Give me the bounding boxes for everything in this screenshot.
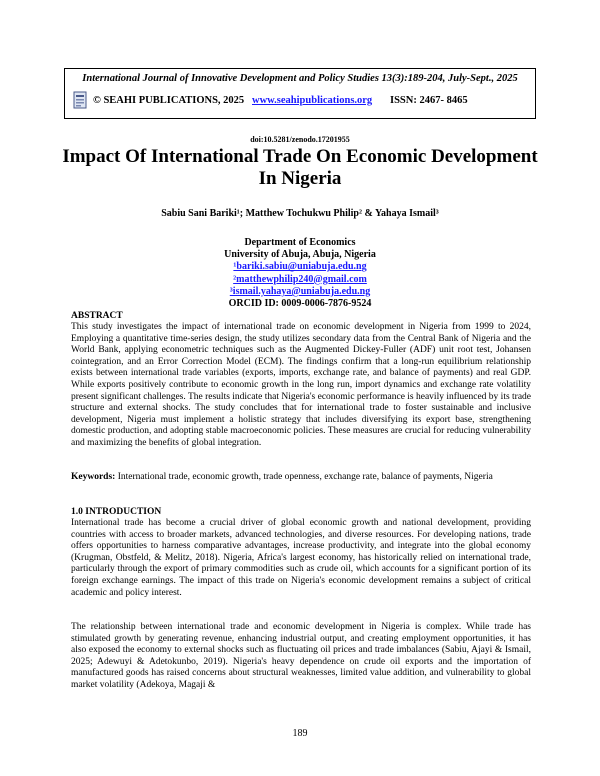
paragraph: International trade has become a crucial driver of global economic growth and national development, providing countries with access to broader markets, advanced technologies, and diverse resources. For developing nations, trade offers opportunities to harness comparative advantages, increase productivity, and integrate into the global economy (Krugman, Obstfeld, & Melitz, 2018). Nigeria, Africa's largest economy, has historically relied on international trade, particularly through the export of primary commodities such as crude oil, which accounts for a significant portion of its foreign exchange earnings. The impact of this trade on Nigeria's economic development remains a subject of critical academic and policy interest. <box>71 518 531 598</box>
issn: ISSN: 2467- 8465 <box>390 95 468 106</box>
email-link-1[interactable]: ¹bariki.sabiu@uniabuja.edu.ng <box>233 261 367 273</box>
publisher-name: © SEAHI PUBLICATIONS, 2025 <box>93 95 245 106</box>
section-heading-introduction: 1.0 INTRODUCTION <box>71 507 162 517</box>
paper-title: Impact Of International Trade On Economic Development In Nigeria <box>62 146 538 189</box>
publisher-website-link[interactable]: www.seahipublications.org <box>252 95 373 106</box>
email-link-3[interactable]: ³ismail.yahaya@uniabuja.edu.ng <box>229 285 371 297</box>
keywords-label: Keywords: <box>71 472 116 482</box>
university: University of Abuja, Abuja, Nigeria <box>224 249 376 261</box>
doi: doi:10.5281/zenodo.17201955 <box>250 135 350 144</box>
paragraph: The relationship between international trade and economic development in Nigeria is complex. While trade has stimulated growth by generating revenue, enhancing industrial output, and creating employment opportunities, it has also exposed the economy to external shocks such as fluctuating oil prices and trade imbalances (Sabiu, Ajayi & Ismail, 2025; Adewuyi & Adetokunbo, 2019). Nigeria's heavy dependence on crude oil exports and the importation of manufactured goods has raised concerns about structural weaknesses, limited value addition, and vulnerability to global market volatility (Adekoya, Magaji & <box>71 622 531 690</box>
orcid-id: ORCID ID: 0009-0006-7876-9524 <box>228 298 372 310</box>
keywords <box>71 472 531 484</box>
email-link-2[interactable]: ²matthewphilip240@gmail.com <box>233 273 367 285</box>
keywords-text: International trade, economic growth, trade openness, exchange rate, balance of payments, Nigeria <box>115 472 493 482</box>
abstract-text: This study investigates the impact of international trade on economic development in Nigeria from 1999 to 2024, Employing a quantitative time-series design, the study utilizes secondary data from the Central Bank of Nigeria and the World Bank, applying econometric techniques such as the Augmented Dickey-Fuller (ADF) unit root test, Johansen cointegration, and an Error Correction Model (ECM). The findings confirm that a long-run equilibrium relationship exists between international trade variables (exports, imports, exchange rate, and balance of payments) and real GDP. While exports positively contribute to economic growth in the long run, import dynamics and exchange rate volatility present significant challenges. The results indicate that Nigeria's economic performance is heavily influenced by its trade structure and external shocks. The study concludes that for international trade to foster sustainable and inclusive development, Nigeria must implement a holistic strategy that includes diversifying its export base, strengthening domestic production, and adopting stable macroeconomic policies. These measures are crucial for reducing vulnerability and maximizing the benefits of global integration. <box>71 322 532 448</box>
author-list: Sabiu Sani Bariki¹; Matthew Tochukwu Philip² & Yahaya Ismail³ <box>161 208 439 219</box>
department: Department of Economics <box>244 237 356 248</box>
publisher-row <box>69 91 535 111</box>
journal-citation: International Journal of Innovative Development and Policy Studies 13(3):189-204, July-Sept., 2025 <box>82 73 518 84</box>
journal-header <box>64 68 536 119</box>
affiliation-block <box>0 237 600 310</box>
abstract-heading: ABSTRACT <box>71 311 123 321</box>
page-number: 189 <box>292 728 308 739</box>
publisher-logo-icon <box>73 91 87 109</box>
